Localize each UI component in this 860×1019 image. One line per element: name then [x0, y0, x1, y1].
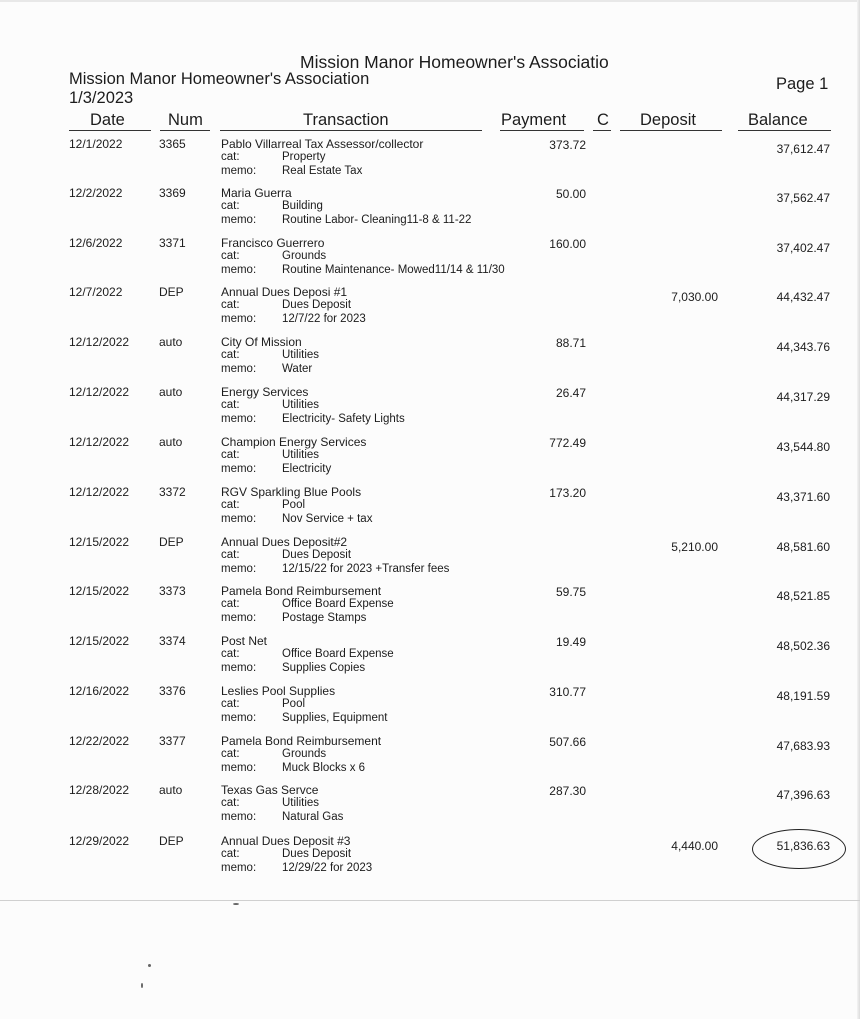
memo-line	[221, 513, 372, 525]
payment-cell: 310.77	[549, 685, 586, 699]
num-cell: 3377	[159, 734, 186, 748]
memo-label: memo:	[221, 264, 257, 276]
column-header-payment: Payment	[501, 111, 567, 129]
category-value: Pool	[282, 499, 306, 511]
payee-cell: Post Net	[221, 634, 268, 648]
payee-cell: Energy Services	[221, 385, 309, 399]
category-label: cat:	[221, 648, 240, 660]
memo-label: memo:	[221, 463, 257, 475]
num-cell: auto	[159, 385, 183, 399]
category-value: Dues Deposit	[282, 299, 352, 311]
memo-line	[221, 413, 405, 425]
balance-cell: 48,521.85	[776, 589, 830, 603]
header-underline-deposit	[620, 130, 722, 131]
payee-cell: Pamela Bond Reimbursement	[221, 734, 382, 748]
num-cell: 3369	[159, 186, 186, 200]
payee-cell: Pamela Bond Reimbursement	[221, 584, 382, 598]
memo-value: Postage Stamps	[282, 612, 367, 624]
memo-line	[221, 712, 387, 724]
memo-line	[221, 363, 312, 375]
memo-label: memo:	[221, 712, 257, 724]
header-underline-date	[69, 130, 151, 131]
memo-line	[221, 762, 365, 774]
num-cell: auto	[159, 783, 183, 797]
category-value: Dues Deposit	[282, 549, 352, 561]
balance-cell: 47,396.63	[776, 788, 830, 802]
memo-line	[221, 264, 505, 276]
date-cell: 12/15/2022	[69, 634, 130, 648]
memo-value: Supplies Copies	[282, 662, 366, 674]
date-cell: 12/2/2022	[69, 186, 123, 200]
memo-value: Water	[282, 363, 313, 375]
category-value: Grounds	[282, 748, 327, 760]
payee-cell: Annual Dues Deposit #3	[221, 834, 351, 848]
memo-line	[221, 165, 362, 177]
memo-label: memo:	[221, 762, 257, 774]
memo-label: memo:	[221, 165, 257, 177]
memo-line	[221, 862, 372, 874]
balance-cell: 37,562.47	[776, 191, 830, 205]
category-label: cat:	[221, 848, 240, 860]
memo-label: memo:	[221, 862, 257, 874]
category-label: cat:	[221, 299, 240, 311]
category-label: cat:	[221, 200, 240, 212]
date-cell: 12/15/2022	[69, 584, 130, 598]
category-line	[221, 399, 319, 411]
category-label: cat:	[221, 250, 240, 262]
category-label: cat:	[221, 549, 240, 561]
report-top-title: Mission Manor Homeowner's Associatio	[300, 52, 609, 72]
category-value: Utilities	[282, 399, 320, 411]
memo-value: Electricity- Safety Lights	[282, 413, 405, 425]
category-value: Dues Deposit	[282, 848, 352, 860]
category-label: cat:	[221, 698, 240, 710]
memo-label: memo:	[221, 612, 257, 624]
payment-cell: 88.71	[555, 336, 586, 350]
balance-cell: 44,432.47	[776, 290, 830, 304]
page-number: Page 1	[776, 75, 829, 93]
payee-cell: Pablo Villarreal Tax Assessor/collector	[221, 137, 424, 151]
category-line	[221, 299, 351, 311]
memo-value: Routine Labor- Cleaning11-8 & 11-22	[282, 214, 472, 226]
date-cell: 12/29/2022	[69, 834, 130, 848]
category-value: Office Board Expense	[282, 648, 394, 660]
memo-label: memo:	[221, 513, 257, 525]
memo-line	[221, 463, 331, 475]
category-value: Office Board Expense	[282, 598, 394, 610]
balance-cell: 47,683.93	[776, 739, 830, 753]
memo-line	[221, 214, 471, 226]
category-line	[221, 549, 351, 561]
payment-cell: 287.30	[549, 784, 586, 798]
header-underline-balance	[738, 130, 831, 131]
memo-label: memo:	[221, 811, 257, 823]
payment-cell: 19.49	[555, 635, 586, 649]
memo-value: 12/7/22 for 2023	[282, 313, 366, 325]
category-value: Utilities	[282, 797, 320, 809]
report-date: 1/3/2023	[69, 89, 134, 107]
scan-speck	[233, 903, 239, 905]
payee-cell: RGV Sparkling Blue Pools	[221, 485, 362, 499]
memo-value: Muck Blocks x 6	[282, 762, 366, 774]
num-cell: DEP	[159, 535, 184, 549]
category-line	[221, 449, 319, 461]
category-value: Utilities	[282, 449, 320, 461]
category-value: Building	[282, 200, 323, 212]
category-line	[221, 748, 326, 760]
memo-line	[221, 662, 365, 674]
header-underline-cleared	[593, 130, 611, 131]
date-cell: 12/16/2022	[69, 684, 130, 698]
category-line	[221, 698, 305, 710]
balance-cell: 48,191.59	[776, 689, 830, 703]
payment-cell: 373.72	[549, 138, 586, 152]
date-cell: 12/15/2022	[69, 535, 130, 549]
memo-label: memo:	[221, 662, 257, 674]
payee-cell: Maria Guerra	[221, 186, 292, 200]
date-cell: 12/12/2022	[69, 335, 130, 349]
memo-label: memo:	[221, 563, 257, 575]
num-cell: 3372	[159, 485, 186, 499]
date-cell: 12/12/2022	[69, 385, 130, 399]
category-label: cat:	[221, 151, 240, 163]
memo-value: Supplies, Equipment	[282, 712, 388, 724]
header-underline-num	[160, 130, 210, 131]
column-header-cleared: C	[597, 111, 609, 129]
memo-label: memo:	[221, 313, 257, 325]
category-label: cat:	[221, 449, 240, 461]
category-label: cat:	[221, 399, 240, 411]
num-cell: 3374	[159, 634, 186, 648]
column-header-num: Num	[168, 111, 203, 129]
deposit-cell: 5,210.00	[671, 540, 718, 554]
category-label: cat:	[221, 748, 240, 760]
payment-cell: 26.47	[555, 386, 586, 400]
category-line	[221, 648, 394, 660]
memo-value: Natural Gas	[282, 811, 344, 823]
category-label: cat:	[221, 598, 240, 610]
payee-cell: Leslies Pool Supplies	[221, 684, 336, 698]
balance-cell: 48,502.36	[776, 639, 830, 653]
balance-cell: 37,612.47	[776, 142, 830, 156]
deposit-cell: 7,030.00	[671, 290, 718, 304]
column-header-deposit: Deposit	[640, 111, 696, 129]
category-line	[221, 151, 325, 163]
balance-cell: 51,836.63	[776, 839, 830, 853]
payee-cell: City Of Mission	[221, 335, 302, 349]
category-value: Utilities	[282, 349, 320, 361]
num-cell: DEP	[159, 285, 184, 299]
date-cell: 12/22/2022	[69, 734, 130, 748]
payee-cell: Annual Dues Deposit#2	[221, 535, 348, 549]
category-line	[221, 848, 351, 860]
payee-cell: Francisco Guerrero	[221, 236, 325, 250]
page-bottom-edge	[0, 900, 860, 901]
num-cell: auto	[159, 435, 183, 449]
payee-cell: Annual Dues Deposi #1	[221, 285, 348, 299]
payment-cell: 173.20	[549, 486, 586, 500]
header-underline-transaction	[220, 130, 482, 131]
category-value: Pool	[282, 698, 306, 710]
memo-line	[221, 563, 449, 575]
memo-value: Real Estate Tax	[282, 165, 363, 177]
scan-speck	[148, 964, 151, 967]
handwritten-circle-mark	[752, 829, 846, 869]
date-cell: 12/12/2022	[69, 485, 130, 499]
memo-label: memo:	[221, 363, 257, 375]
category-value: Grounds	[282, 250, 327, 262]
column-header-balance: Balance	[748, 111, 808, 129]
category-line	[221, 200, 323, 212]
payee-cell: Texas Gas Servce	[221, 783, 319, 797]
column-header-date: Date	[90, 111, 125, 129]
date-cell: 12/1/2022	[69, 137, 123, 151]
date-cell: 12/7/2022	[69, 285, 123, 299]
header-underline-payment	[500, 130, 584, 131]
num-cell: 3376	[159, 684, 186, 698]
scan-speck	[141, 983, 143, 988]
deposit-cell: 4,440.00	[671, 839, 718, 853]
balance-cell: 43,544.80	[776, 440, 830, 454]
date-cell: 12/12/2022	[69, 435, 130, 449]
memo-value: Routine Maintenance- Mowed11/14 & 11/30	[282, 264, 505, 276]
balance-cell: 37,402.47	[776, 241, 830, 255]
column-header-transaction: Transaction	[303, 111, 389, 129]
payment-cell: 59.75	[555, 585, 586, 599]
num-cell: 3371	[159, 236, 186, 250]
category-value: Property	[282, 151, 326, 163]
memo-label: memo:	[221, 214, 257, 226]
num-cell: auto	[159, 335, 183, 349]
balance-cell: 44,317.29	[776, 390, 830, 404]
num-cell: DEP	[159, 834, 184, 848]
date-cell: 12/6/2022	[69, 236, 123, 250]
payment-cell: 772.49	[549, 436, 586, 450]
memo-value: 12/15/22 for 2023 +Transfer fees	[282, 563, 450, 575]
category-line	[221, 797, 319, 809]
category-line	[221, 349, 319, 361]
num-cell: 3365	[159, 137, 186, 151]
payee-cell: Champion Energy Services	[221, 435, 367, 449]
balance-cell: 44,343.76	[776, 340, 830, 354]
category-label: cat:	[221, 797, 240, 809]
num-cell: 3373	[159, 584, 186, 598]
date-cell: 12/28/2022	[69, 783, 130, 797]
category-line	[221, 250, 326, 262]
organization-name: Mission Manor Homeowner's Association	[69, 70, 370, 88]
category-line	[221, 598, 394, 610]
balance-cell: 43,371.60	[776, 490, 830, 504]
balance-cell: 48,581.60	[776, 540, 830, 554]
payment-cell: 507.66	[549, 735, 586, 749]
payment-cell: 160.00	[549, 237, 586, 251]
memo-value: Electricity	[282, 463, 332, 475]
category-line	[221, 499, 305, 511]
memo-line	[221, 811, 343, 823]
memo-value: 12/29/22 for 2023	[282, 862, 373, 874]
memo-line	[221, 313, 366, 325]
memo-label: memo:	[221, 413, 257, 425]
category-label: cat:	[221, 349, 240, 361]
category-label: cat:	[221, 499, 240, 511]
payment-cell: 50.00	[555, 187, 586, 201]
memo-value: Nov Service + tax	[282, 513, 373, 525]
memo-line	[221, 612, 366, 624]
scan-edge-top	[0, 0, 860, 2]
